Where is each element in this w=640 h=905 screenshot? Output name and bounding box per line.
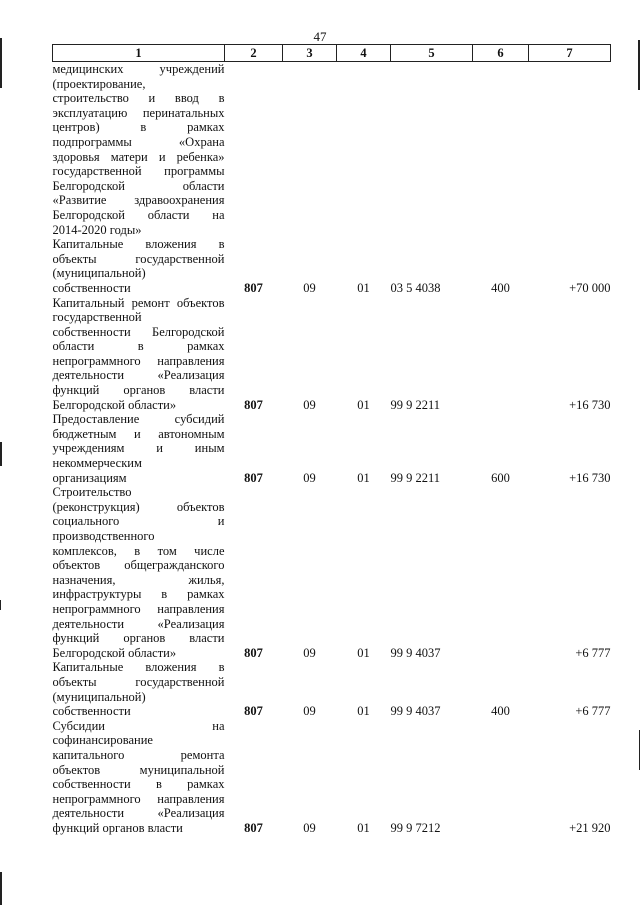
table-row (53, 660, 611, 718)
row-description (53, 237, 225, 295)
description-line: Предоставление субсидий (52, 412, 225, 427)
target-article-code: 99 9 4037 (390, 704, 441, 719)
expense-type-code: 400 (491, 280, 510, 295)
row-description (53, 719, 225, 836)
department-code (225, 62, 283, 238)
scan-edge-lower-left (0, 600, 1, 610)
amount-change: +21 920 (569, 820, 611, 835)
amount-change (529, 62, 611, 238)
description-line: Капитальные вложения в (52, 660, 225, 675)
page-number: 47 (313, 29, 327, 44)
section-code (283, 62, 337, 238)
subsection-code: 01 (357, 704, 370, 719)
description-line: объектов общегражданского (52, 558, 225, 573)
target-article-code: 99 9 2211 (390, 397, 441, 412)
amount-change: +70 000 (569, 280, 611, 295)
description-line: собственности (52, 280, 131, 295)
table-body (53, 62, 611, 836)
subsection-code: 01 (357, 397, 370, 412)
description-line: (проектирование, (52, 76, 146, 91)
expense-type-code (473, 296, 529, 413)
description-line: производственного (52, 529, 155, 543)
description-line: назначения, жилья, (52, 572, 225, 587)
description-line: «Развитие здравоохранения (52, 193, 225, 208)
amount-change: +6 777 (575, 704, 611, 719)
description-line: здоровья матери и ребенка» (52, 149, 225, 164)
amount-change: +16 730 (569, 397, 611, 412)
description-line: функций органов власти (52, 631, 225, 646)
subsection-code: 01 (357, 280, 370, 295)
table-row (53, 296, 611, 413)
description-line: Белгородской области (52, 178, 225, 193)
header-col-1: 1 (53, 45, 225, 62)
description-line: (муниципальной) (52, 266, 146, 281)
department-code: 807 (244, 704, 263, 719)
description-line: Капитальные вложения в (52, 237, 225, 252)
header-col-4: 4 (337, 45, 391, 62)
section-code: 09 (303, 704, 316, 719)
target-article-code (391, 62, 473, 238)
header-col-2: 2 (225, 45, 283, 62)
header-col-6: 6 (473, 45, 529, 62)
scan-edge-top-left (0, 38, 2, 88)
table-row (53, 485, 611, 660)
row-description (53, 412, 225, 485)
section-code: 09 (303, 645, 316, 660)
description-line: эксплуатацию перинатальных (52, 105, 225, 120)
row-description (53, 660, 225, 718)
description-line: Капитальный ремонт объектов (52, 295, 225, 310)
description-line: Субсидии на (52, 718, 225, 733)
description-line: учреждениям и иным (52, 441, 225, 456)
department-code: 807 (244, 645, 263, 660)
description-line: социального и (52, 514, 225, 529)
expense-type-code (473, 719, 529, 836)
description-line: центров) в рамках (52, 120, 225, 135)
department-code: 807 (244, 280, 263, 295)
amount-change: +6 777 (575, 645, 611, 660)
description-line: (муниципальной) (52, 689, 146, 704)
section-code: 09 (303, 397, 316, 412)
target-article-code: 99 9 4037 (390, 645, 441, 660)
description-line: собственности Белгородской (52, 324, 225, 339)
table-row (53, 412, 611, 485)
description-line: бюджетным и автономным (52, 426, 225, 441)
description-line: деятельности «Реализация (52, 368, 225, 383)
scan-edge-bottom-left (0, 872, 2, 905)
description-line: строительство и ввод в (52, 91, 225, 106)
description-line: медицинских учреждений (52, 62, 225, 76)
description-line: деятельности «Реализация (52, 616, 225, 631)
table-row (53, 62, 611, 238)
description-line: государственной (52, 310, 142, 325)
description-line: объекты государственной (52, 674, 225, 689)
section-code: 09 (303, 280, 316, 295)
department-code: 807 (244, 397, 263, 412)
expense-type-code (473, 62, 529, 238)
target-article-code: 99 9 7212 (390, 820, 441, 835)
description-line: организациям (52, 470, 127, 485)
description-line: непрограммного направления (52, 791, 225, 806)
description-line: государственной программы (52, 164, 225, 179)
department-code: 807 (244, 820, 263, 835)
description-line: 2014-2020 годы» (52, 222, 142, 237)
description-line: некоммерческим (52, 456, 142, 471)
header-col-3: 3 (283, 45, 337, 62)
description-line: функций органов власти (52, 820, 183, 835)
budget-table (52, 44, 611, 835)
subsection-code: 01 (357, 820, 370, 835)
description-line: софинансирование (52, 733, 153, 748)
description-line: области в рамках (52, 339, 225, 354)
description-line: (реконструкция) объектов (52, 499, 225, 514)
amount-change: +16 730 (569, 470, 611, 485)
expense-type-code: 600 (491, 470, 510, 485)
row-description (53, 485, 225, 660)
description-line: объектов муниципальной (52, 762, 225, 777)
table-row (53, 237, 611, 295)
description-line: комплексов, в том числе (52, 543, 225, 558)
section-code: 09 (303, 820, 316, 835)
target-article-code: 99 9 2211 (390, 470, 441, 485)
description-line: Строительство (52, 485, 132, 500)
expense-type-code (473, 485, 529, 660)
description-line: функций органов власти (52, 383, 225, 398)
description-line: непрограммного направления (52, 353, 225, 368)
scan-edge-mid-left (0, 442, 2, 466)
header-col-7: 7 (529, 45, 611, 62)
subsection-code: 01 (357, 645, 370, 660)
description-line: подпрограммы «Охрана (52, 134, 225, 149)
description-line: непрограммного направления (52, 601, 225, 616)
description-line: объекты государственной (52, 251, 225, 266)
subsection-code: 01 (357, 470, 370, 485)
table-row (53, 719, 611, 836)
row-description (53, 296, 225, 413)
row-description (53, 62, 225, 238)
table-header-row (53, 45, 611, 62)
description-line: Белгородской области» (52, 645, 177, 660)
description-line: Белгородской области» (52, 397, 177, 412)
description-line: собственности (52, 704, 131, 719)
expense-type-code: 400 (491, 704, 510, 719)
description-line: собственности в рамках (52, 777, 225, 792)
department-code: 807 (244, 470, 263, 485)
description-line: инфраструктуры в рамках (52, 587, 225, 602)
subsection-code (337, 62, 391, 238)
section-code: 09 (303, 470, 316, 485)
description-line: Белгородской области на (52, 207, 225, 222)
description-line: капитального ремонта (52, 747, 225, 762)
header-col-5: 5 (391, 45, 473, 62)
target-article-code: 03 5 4038 (390, 280, 441, 295)
description-line: деятельности «Реализация (52, 806, 225, 821)
